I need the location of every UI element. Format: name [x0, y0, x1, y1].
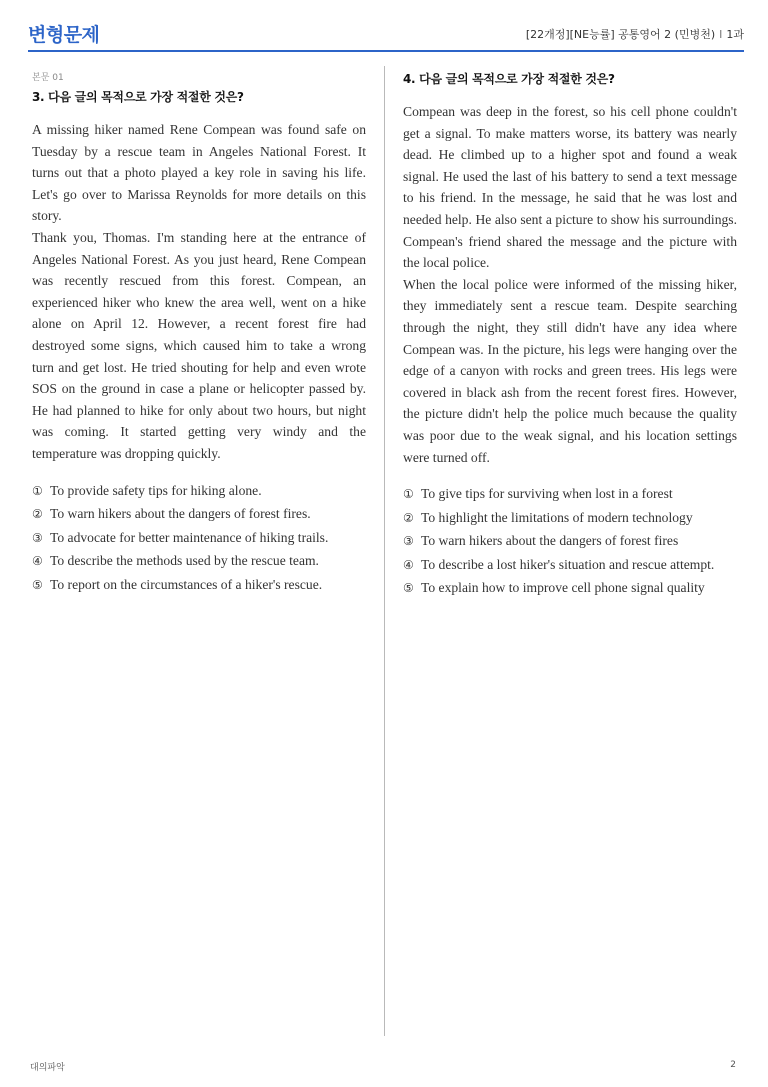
option-text: To explain how to improve cell phone signal quality — [421, 580, 705, 596]
answer-option-5[interactable] — [32, 577, 366, 601]
passage-paragraph: Compean was deep in the forest, so his cell phone couldn't get a signal. To make matters worse, its battery was nearly dead. He climbed up to a higher spot and found a weak signal. He used the last of his battery to send a text message to his friend. In the message, he said that he was lost and needed help. He also sent a picture to show his surroundings. Compean's friend shared the message and the picture with the local police. — [403, 104, 737, 271]
option-text: To report on the circumstances of a hiker's rescue. — [50, 576, 323, 592]
answer-option-5[interactable] — [403, 580, 737, 604]
option-number: ④ — [403, 557, 414, 572]
option-text: To advocate for better maintenance of hiking trails. — [50, 529, 329, 545]
option-number: ④ — [32, 554, 43, 568]
option-number: ⑤ — [32, 577, 43, 592]
column-divider — [384, 66, 385, 1036]
answer-option-3[interactable] — [403, 533, 737, 557]
question-4-options — [403, 486, 737, 604]
passage-paragraph: When the local police were informed of the missing hiker, they immediately sent a rescue team. Despite searching through the night, they still didn't have any idea where Compean was. In the picture, his legs were hanging over the edge of a canyon with rocks and green trees. His legs were covered in black ash from the recent forest fires. However, the picture didn't help the police much because the quality was poor due to the weak signal, and his location settings were turned off. — [403, 276, 737, 465]
question-3-options — [32, 483, 366, 601]
question-3-passage — [32, 119, 366, 465]
option-text: To provide safety tips for hiking alone. — [50, 482, 262, 498]
page-number: 2 — [730, 1060, 736, 1070]
option-text: To describe the methods used by the rescue team. — [50, 553, 319, 568]
passage-paragraph: A missing hiker named Rene Compean was found safe on Tuesday by a rescue team in Angeles National Forest. It turns out that a photo played a key role in saving his life. Let's go over to Marissa Reynolds for more details on this story. — [32, 122, 366, 224]
answer-option-2[interactable] — [403, 510, 737, 534]
page-header — [28, 18, 744, 52]
question-3-title: 3. 다음 글의 목적으로 가장 적절한 것은? — [32, 90, 244, 104]
left-column — [32, 70, 366, 600]
right-column — [403, 70, 737, 604]
option-number: ① — [403, 487, 414, 502]
answer-option-4[interactable] — [32, 553, 366, 577]
option-number: ② — [32, 507, 43, 521]
option-number: ⑤ — [403, 581, 414, 596]
passage-paragraph: Thank you, Thomas. I'm standing here at the entrance of Angeles National Forest. As you just heard, Rene Compean was recently rescued from this forest. Compean, an experienced hiker who knew the area well, went on a hike alone on April 12. However, a recent forest fire had destroyed some signs, which caused him to take a wrong turn and get lost. He tried shouting for help and even wrote SOS on the ground in case a plane or helicopter passed by. He had planned to hike for only about two hours, but night was coming. It started getting very windy and the temperature was dropping quickly. — [32, 229, 366, 461]
section-label: 본문 01 — [32, 73, 64, 83]
option-text: To give tips for surviving when lost in a forest — [421, 486, 673, 502]
lesson-label: 1과 — [726, 28, 744, 41]
option-text: To warn hikers about the dangers of forest fires — [421, 533, 679, 549]
option-text: To highlight the limitations of modern technology — [421, 509, 693, 525]
answer-option-1[interactable] — [32, 483, 366, 507]
footer-category: 대의파악 — [30, 1063, 65, 1073]
brand-title: 변형문제 — [28, 24, 100, 46]
option-number: ③ — [403, 534, 414, 549]
answer-option-3[interactable] — [32, 530, 366, 554]
answer-option-4[interactable] — [403, 557, 737, 581]
course-info — [526, 26, 744, 42]
answer-option-2[interactable] — [32, 506, 366, 530]
option-number: ② — [403, 510, 414, 525]
option-number: ① — [32, 483, 43, 498]
option-text: To warn hikers about the dangers of forest fires. — [50, 506, 311, 521]
option-number: ③ — [32, 530, 43, 545]
course-title: [22개정][NE능률] 공통영어 2 (민병천) — [525, 28, 716, 41]
question-4-title: 4. 다음 글의 목적으로 가장 적절한 것은? — [403, 72, 615, 86]
question-4-passage — [403, 101, 737, 468]
option-text: To describe a lost hiker's situation and rescue attempt. — [421, 556, 715, 572]
answer-option-1[interactable] — [403, 486, 737, 510]
header-separator: I — [719, 28, 723, 41]
